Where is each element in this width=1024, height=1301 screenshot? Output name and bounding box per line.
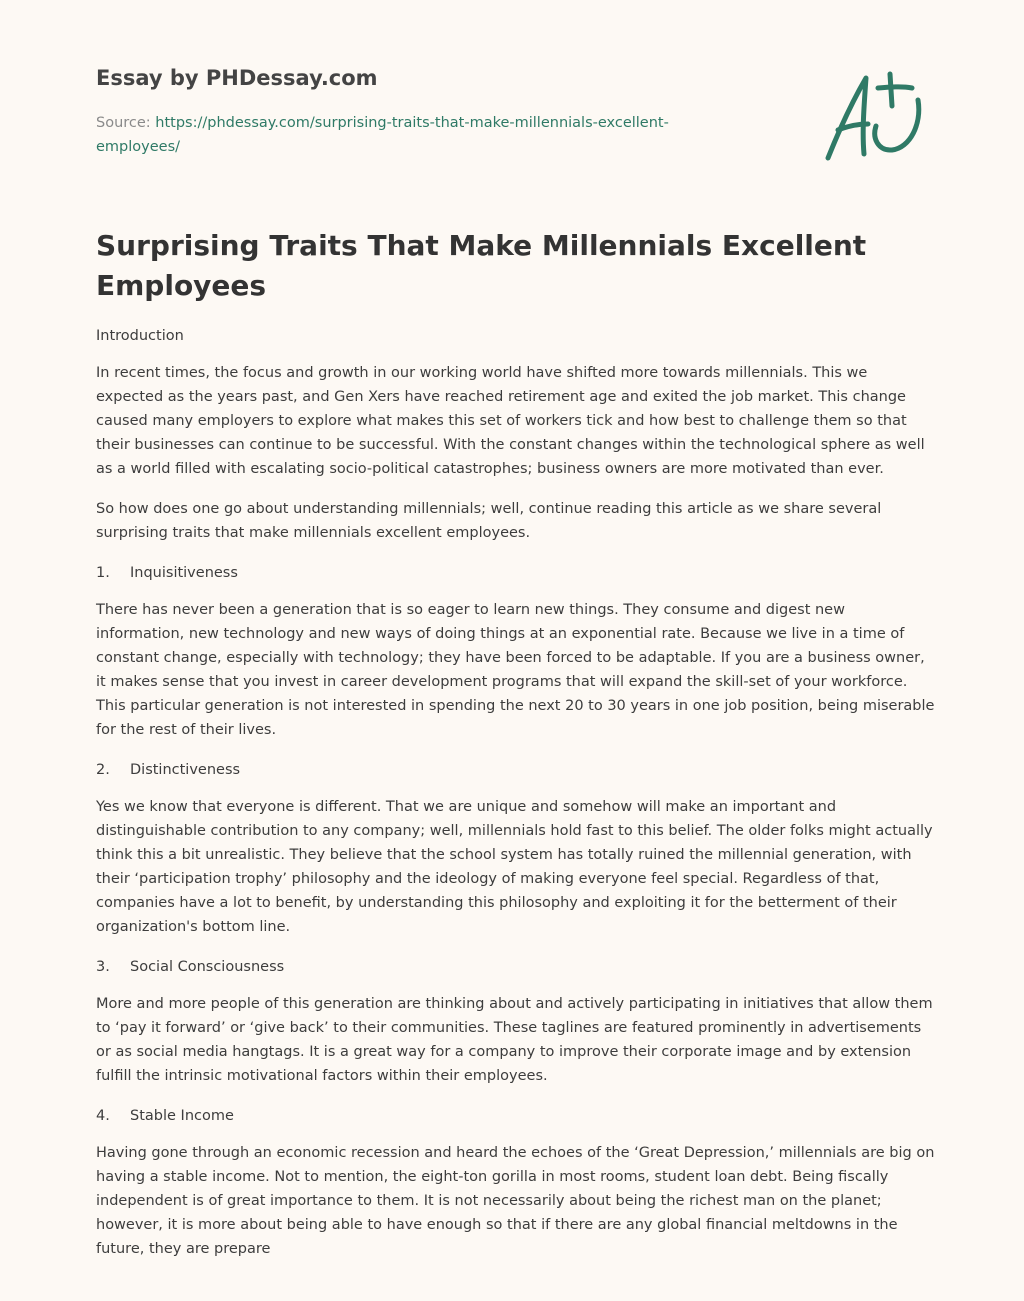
section-heading-text: Inquisitiveness: [130, 565, 238, 581]
article-title: Surprising Traits That Make Millennials Excellent Employees: [96, 229, 867, 302]
source-label: Source:: [96, 115, 156, 131]
section-body-1: There has never been a generation that is so eager to learn new things. They consume and digest new information, new technology and new ways of doing things at an exponential rate. Because we live in a time of constant change, especially with technology; they have been forced to be adaptable. If you are a business owner, it makes sense that you invest in career development programs that will expand the skill-set of your workforce. This particular generation is not interested in spending the next 20 to 30 years in one job position, being miserable for the rest of their lives.: [96, 602, 935, 738]
article-body: [96, 324, 936, 1277]
section-heading-2: [96, 758, 936, 782]
brand-title: Essay by PHDessay.com: [96, 66, 378, 90]
section-heading-text: Social Consciousness: [130, 959, 285, 975]
section-heading-3: [96, 955, 936, 979]
a-plus-grade-logo-icon: [818, 66, 928, 166]
intro-paragraph-1: In recent times, the focus and growth in our working world have shifted more towards millennials. This we expected as the years past, and Gen Xers have reached retirement age and exited the job market. This change caused many employers to explore what makes this set of workers tick and how best to challenge them so that their businesses can continue to be successful. With the constant changes within the technological sphere as well as a world filled with escalating socio-political catastrophes; business owners are more motivated than ever.: [96, 365, 925, 477]
intro-heading: Introduction: [96, 328, 184, 344]
section-number: 1.: [96, 565, 110, 581]
intro-paragraph-2: So how does one go about understanding millennials; well, continue reading this article as we share several surprising traits that make millennials excellent employees.: [96, 501, 882, 541]
section-body-2: Yes we know that everyone is different. That we are unique and somehow will make an important and distinguishable contribution to any company; well, millennials hold fast to this belief. The older folks might actually think this a bit unrealistic. They believe that the school system has totally ruined the millennial generation, with their ‘participation trophy’ philosophy and the ideology of making everyone feel special. Regardless of that, companies have a lot to benefit, by understanding this philosophy and exploiting it for the betterment of their organization's bottom line.: [96, 799, 933, 935]
section-heading-text: Stable Income: [130, 1108, 234, 1124]
section-number: 2.: [96, 762, 110, 778]
section-heading-1: [96, 561, 936, 585]
section-number: 4.: [96, 1108, 110, 1124]
section-heading-text: Distinctiveness: [130, 762, 241, 778]
section-body-4: Having gone through an economic recession and heard the echoes of the ‘Great Depression,’ millennials are big on having a stable income. Not to mention, the eight-ton gorilla in most rooms, student loan debt. Being fiscally independent is of great importance to them. It is not necessarily about being the richest man on the planet; however, it is more about being able to have enough so that if there are any global financial meltdowns in the future, they are prepare: [96, 1145, 935, 1257]
section-number: 3.: [96, 959, 110, 975]
source-line: [96, 111, 696, 159]
section-heading-4: [96, 1104, 936, 1128]
section-body-3: More and more people of this generation are thinking about and actively participating in initiatives that allow them to ‘pay it forward’ or ‘give back’ to their communities. These taglines are featured prominently in advertisements or as social media hangtags. It is a great way for a company to improve their corporate image and by extension fulfill the intrinsic motivational factors within their employees.: [96, 996, 933, 1084]
source-link[interactable]: https://phdessay.com/surprising-traits-that-make-millennials-excellent-employees/: [96, 115, 669, 155]
